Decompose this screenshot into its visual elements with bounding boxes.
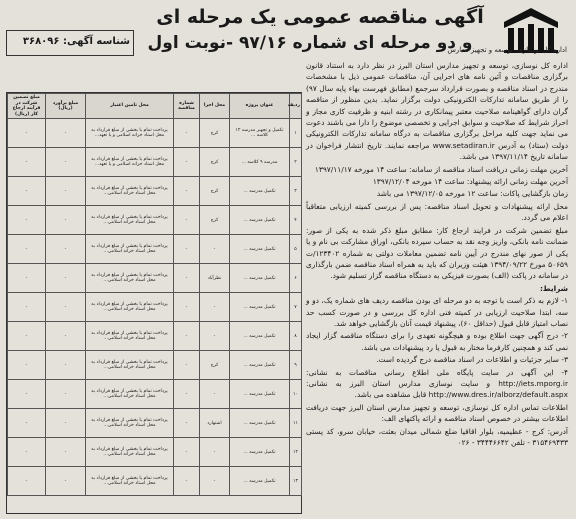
- table-row: [8, 409, 302, 438]
- table-cell: -: [174, 351, 200, 380]
- table-cell: ۱: [290, 119, 302, 148]
- table-cell: -: [46, 264, 86, 293]
- paragraph: مبلغ تضمین شرکت در فرایند ارجاع کار: مطابق مبلغ ذکر شده به یکی از صور: ضمانت نامه بانکی، واریز وجه نقد به حساب سپرده بانکی، اوراق مشارکت بی نام و یا یکی از صور نهای مندرج در آیین نامه تضمین معاملات دولتی به شماره ۱۲۳۴۰۲/ت ۵۰۶۵۹ مورخ ۱۳۹۴/۰۹/۲۲ هیئت وزیران که باید به همراه اسناد مناقصه ضمن بارگذاری در سامانه در پاکت (الف) بصورت فیزیکی به دستگاه مناقصه گزار تسلیم شود.: [306, 225, 568, 281]
- table-cell: اشتهارد: [200, 409, 230, 438]
- table-cell: -: [200, 322, 230, 351]
- table-cell: ۹: [290, 351, 302, 380]
- table-cell: مدرسه ۹ کلاسه ...: [230, 148, 290, 177]
- table-cell: -: [174, 409, 200, 438]
- table-cell: ۲: [290, 148, 302, 177]
- table-header-cell: شماره مناقصه: [174, 94, 200, 119]
- table-cell: -: [46, 467, 86, 496]
- table-cell: -: [200, 235, 230, 264]
- table-cell: کرج: [200, 148, 230, 177]
- table-row: [8, 177, 302, 206]
- table-cell: پرداخت تمام یا بخشی از مبلغ قرارداد به محل اسناد خزانه اسلامی...: [86, 293, 174, 322]
- table-cell: -: [8, 409, 46, 438]
- table-cell: -: [174, 177, 200, 206]
- table-cell: -: [46, 438, 86, 467]
- paragraph: ۱- لازم به ذکر است با توجه به دو مرحله ای بودن مناقصه ردیف های شماره یک، دو و سه، ابتدا صلاحیت ارزیابی در کمیته فنی اداره کل بررسی و در صورت کسب حد نصاب امتیاز قابل قبول (حداقل ۶۰)، پیشنهاد قیمت آنان بازگشایی خواهد شد.: [306, 296, 568, 328]
- table-cell: -: [174, 148, 200, 177]
- table-cell: ۵: [290, 235, 302, 264]
- paragraph: آدرس: کرج - عظیمیه، بلوار اقاقیا ضلع شمالی میدان بعثت، خیابان سرو، کد پستی ۳۱۵۴۶۹۴۳۳ - تلفن ۳۴۴۴۶۶۴۲ - ۰۲۶: [306, 426, 568, 447]
- table-cell: -: [174, 293, 200, 322]
- table-header-row: [8, 94, 302, 119]
- tenders-table: [6, 92, 302, 514]
- table-cell: -: [8, 148, 46, 177]
- table-cell: -: [46, 409, 86, 438]
- table-cell: ۸: [290, 322, 302, 351]
- table-cell: -: [46, 351, 86, 380]
- table-header-cell: مبلغ برآورد (ریال): [46, 94, 86, 119]
- organization-caption: اداره کل نوسازی، توسعه و تجهیز مدارس: [447, 46, 567, 54]
- table-cell: ۱۰: [290, 380, 302, 409]
- table-cell: پرداخت تمام یا بخشی از مبلغ قرارداد به محل اسناد خزانه اسلامی...: [86, 438, 174, 467]
- table-cell: پرداخت تمام یا بخشی از مبلغ قرارداد به محل اسناد خزانه اسلامی...: [86, 351, 174, 380]
- table-cell: -: [174, 438, 200, 467]
- table-cell: -: [46, 148, 86, 177]
- paragraph: محل ارائه پیشنهادات و تحویل اسناد مناقصه: پس از بررسی کمیته ارزیابی متعاقباً اعلام می گردد.: [306, 201, 568, 223]
- table-row: [8, 322, 302, 351]
- table-cell: ۴: [290, 206, 302, 235]
- table-header-cell: مبلغ تضمین شرکت در فرآیند ارجاع کار (ریال): [8, 94, 46, 119]
- table-cell: -: [8, 177, 46, 206]
- paragraph: اطلاعات تماس اداره کل نوسازی، توسعه و تجهیز مدارس استان البرز جهت دریافت اطلاعات بیشتر در خصوص اسناد مناقصه و ارائه پاکتهای الف:: [306, 402, 568, 424]
- table-cell: تکمیل مدرسه ...: [230, 235, 290, 264]
- table-cell: ۳: [290, 177, 302, 206]
- table-cell: -: [8, 235, 46, 264]
- table-cell: تکمیل مدرسه ...: [230, 380, 290, 409]
- table-cell: -: [174, 322, 200, 351]
- table-cell: تکمیل و تجهیز مدرسه ۱۲ کلاسه ...: [230, 119, 290, 148]
- table-row: [8, 467, 302, 496]
- paragraph: شرایط:: [539, 283, 568, 293]
- table-cell: ۱۱: [290, 409, 302, 438]
- table-cell: تکمیل مدرسه ...: [230, 206, 290, 235]
- table-row: [8, 206, 302, 235]
- table-cell: پرداخت تمام یا بخشی از مبلغ قرارداد به محل اسناد خزانه اسلامی و یا تعهد...: [86, 119, 174, 148]
- table-cell: پرداخت تمام یا بخشی از مبلغ قرارداد به محل اسناد خزانه اسلامی...: [86, 206, 174, 235]
- table-cell: تکمیل مدرسه ...: [230, 322, 290, 351]
- ad-title: آگهی مناقصه عمومی یک مرحله ای: [156, 6, 484, 28]
- table-cell: -: [200, 467, 230, 496]
- table-row: [8, 293, 302, 322]
- table-cell: -: [8, 467, 46, 496]
- table-cell: -: [200, 438, 230, 467]
- table-header-cell: محل تامین اعتبار: [86, 94, 174, 119]
- table-cell: -: [200, 293, 230, 322]
- table-cell: تکمیل مدرسه ...: [230, 177, 290, 206]
- table-cell: پرداخت تمام یا بخشی از مبلغ قرارداد به محل اسناد خزانه اسلامی...: [86, 467, 174, 496]
- table-cell: ۱۲: [290, 438, 302, 467]
- table-cell: پرداخت تمام یا بخشی از مبلغ قرارداد به محل اسناد خزانه اسلامی...: [86, 322, 174, 351]
- table-cell: -: [8, 380, 46, 409]
- table-cell: -: [174, 206, 200, 235]
- paragraph: اداره کل نوسازی، توسعه و تجهیز مدارس استان البرز در نظر دارد به استناد قانون برگزاری مناقصات و آئین نامه های اجرایی آن، مناقصات عمومی ذیل با مشخصات مندرج در اسناد مناقصه و بصورت قرارداد سرجمع (مطابق فهرست بهاء پایه سال ۹۷) را از طریق سامانه تدارکات الکترونیکی دولت برگزار نماید. بدین منظور از مناقصه گران دارای گواهینامه صلاحیت معتبر پیمانکاری در رشته ابنیه و ظرفیت کاری مجاز و احراز شرایط که صلاحیت و سوابق اجرایی و تخصصی موضوع را دارا می باشند دعوت می نماید جهت کلیه مراحل برگزاری مناقصات به درگاه سامانه تدارکات الکترونیکی دولت (ستاد) به آدرس www.setadiran.ir مراجعه نمایند. تاریخ انتشار فراخوان در سامانه تاریخ ۱۳۹۷/۱۱/۱۴ می باشد.: [306, 61, 568, 162]
- table-cell: کرج: [200, 119, 230, 148]
- table-cell: ۶: [290, 264, 302, 293]
- table-row: [8, 148, 302, 177]
- table-header-cell: ردیف: [290, 94, 302, 119]
- table-cell: -: [174, 264, 200, 293]
- paragraph: زمان بازگشایی پاکات: ساعت ۱۲ مورخه ۱۳۹۷/۱۲/۰۵ می باشد: [376, 189, 568, 199]
- table-cell: -: [8, 206, 46, 235]
- table-cell: تکمیل مدرسه ...: [230, 467, 290, 496]
- paragraph: ۴- این آگهی در سایت پایگاه ملی اطلاع رسانی مناقصات به نشانی: http://iets.mporg.ir و سایت نوسازی مدارس استان البرز به نشانی: http://www.dres.ir/alborz/default.aspx قابل مشاهده می باشد.: [306, 367, 568, 400]
- table-cell: تکمیل مدرسه ...: [230, 264, 290, 293]
- paragraph: آخرین مهلت زمانی دریافت اسناد مناقصه از سامانه: ساعت ۱۴ مورخه ۱۳۹۷/۱۱/۱۷: [314, 164, 568, 174]
- table-cell: پرداخت تمام یا بخشی از مبلغ قرارداد به محل اسناد خزانه اسلامی و یا تعهد...: [86, 148, 174, 177]
- table-cell: -: [8, 293, 46, 322]
- table-cell: کرج: [200, 177, 230, 206]
- table-cell: -: [200, 380, 230, 409]
- ad-subtitle: و دو مرحله ای شماره ۹۷/۱۶ -نوبت اول: [147, 33, 473, 53]
- table-row: [8, 235, 302, 264]
- paragraph: ۳- سایر جزئیات و اطلاعات در اسناد مناقصه درج گردیده است.: [376, 355, 568, 365]
- table-cell: پرداخت تمام یا بخشی از مبلغ قرارداد به محل اسناد خزانه اسلامی...: [86, 380, 174, 409]
- table-cell: تکمیل مدرسه ...: [230, 438, 290, 467]
- table-row: [8, 351, 302, 380]
- table-row: [8, 119, 302, 148]
- table-header-cell: محل اجرا: [200, 94, 230, 119]
- table-cell: -: [174, 119, 200, 148]
- paragraph: ۲- درج آگهی جهت اطلاع بوده و هیچگونه تعهدی را برای دستگاه مناقصه گزار ایجاد نمی کند و همچنین کارفرما مختار به قبول یا رد پیشنهادات می باشد.: [306, 331, 568, 352]
- table-cell: -: [8, 264, 46, 293]
- table-cell: پرداخت تمام یا بخشی از مبلغ قرارداد به محل اسناد خزانه اسلامی...: [86, 177, 174, 206]
- table-cell: -: [174, 467, 200, 496]
- paragraph: آخرین مهلت زمانی ارائه پیشنهاد: ساعت ۱۴ مورخه ۱۳۹۷/۱۲/۰۴: [372, 177, 568, 187]
- table-cell: -: [46, 206, 86, 235]
- table-cell: تکمیل مدرسه ...: [230, 293, 290, 322]
- table-cell: -: [46, 119, 86, 148]
- table-cell: -: [8, 119, 46, 148]
- table-cell: -: [46, 235, 86, 264]
- table-cell: پرداخت تمام یا بخشی از مبلغ قرارداد به محل اسناد خزانه اسلامی...: [86, 235, 174, 264]
- ad-number: شناسه آگهی: ۳۶۸۰۹۶: [22, 36, 130, 47]
- table-cell: -: [46, 177, 86, 206]
- table-cell: -: [46, 380, 86, 409]
- table-cell: -: [8, 322, 46, 351]
- table-cell: ۷: [290, 293, 302, 322]
- table-cell: -: [174, 235, 200, 264]
- table-cell: نظرآباد: [200, 264, 230, 293]
- table-cell: -: [8, 351, 46, 380]
- table-cell: تکمیل مدرسه ...: [230, 351, 290, 380]
- table-cell: -: [46, 293, 86, 322]
- table-header-cell: عنوان پروژه: [230, 94, 290, 119]
- table-cell: پرداخت تمام یا بخشی از مبلغ قرارداد به محل اسناد خزانه اسلامی...: [86, 409, 174, 438]
- ad-body: [306, 60, 568, 512]
- table-cell: کرج: [200, 351, 230, 380]
- table-row: [8, 264, 302, 293]
- table-cell: -: [46, 322, 86, 351]
- table-cell: ۱۳: [290, 467, 302, 496]
- table-cell: کرج: [200, 206, 230, 235]
- table-cell: -: [174, 380, 200, 409]
- table-cell: -: [8, 438, 46, 467]
- table-row: [8, 380, 302, 409]
- table-cell: تکمیل مدرسه ...: [230, 409, 290, 438]
- table-cell: پرداخت تمام یا بخشی از مبلغ قرارداد به محل اسناد خزانه اسلامی...: [86, 264, 174, 293]
- table-row: [8, 438, 302, 467]
